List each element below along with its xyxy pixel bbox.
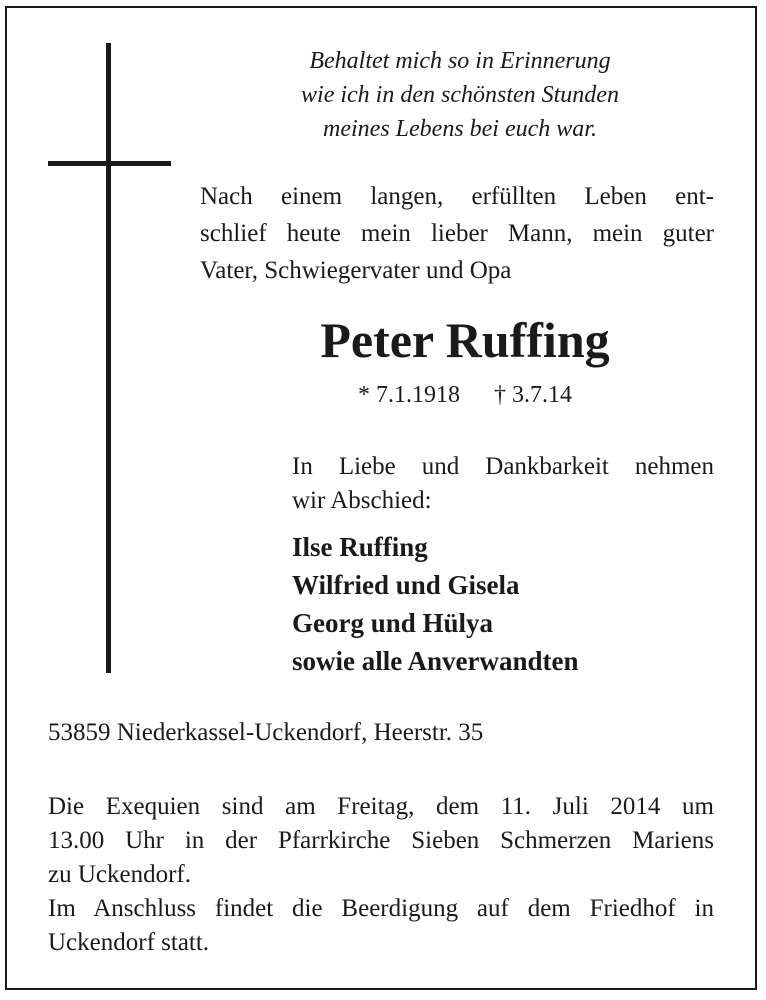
farewell-line: wir Abschied: <box>292 487 432 514</box>
cross-vertical-bar <box>106 43 111 673</box>
life-dates <box>200 378 730 412</box>
death-date: † 3.7.14 <box>494 382 572 408</box>
service-line: 13.00 Uhr in der Pfarrkirche Sieben Schmerzen Mariens <box>48 827 714 854</box>
funeral-service-details <box>48 790 714 960</box>
announcement-line: Vater, Schwiegervater und Opa <box>200 257 512 284</box>
mourner-name: Georg und Hülya <box>292 608 494 638</box>
announcement-line: Nach einem langen, erfüllten Leben ent- <box>200 183 714 210</box>
verse-line: wie ich in den schönsten Stunden <box>301 82 619 108</box>
deceased-name: Peter Ruffing <box>320 312 610 368</box>
service-line: Die Exequien sind am Freitag, dem 11. Juli 2014 um <box>48 793 714 820</box>
cross-horizontal-bar <box>48 161 171 166</box>
farewell-line: In Liebe und Dankbarkeit nehmen <box>292 453 714 480</box>
service-line: zu Uckendorf. <box>48 861 191 888</box>
mourner-name: sowie alle Anverwandten <box>292 646 579 676</box>
announcement-line: schlief heute mein lieber Mann, mein guter <box>200 220 714 247</box>
memorial-verse <box>240 44 680 146</box>
mourners-list <box>292 528 732 680</box>
announcement-text <box>200 178 714 289</box>
farewell-text <box>292 450 714 518</box>
family-address: 53859 Niederkassel-Uckendorf, Heerstr. 35 <box>48 719 484 746</box>
birth-date: * 7.1.1918 <box>358 382 460 408</box>
service-line: Uckendorf statt. <box>48 929 210 956</box>
verse-line: meines Lebens bei euch war. <box>323 116 597 142</box>
mourner-name: Wilfried und Gisela <box>292 570 520 600</box>
mourner-name: Ilse Ruffing <box>292 532 428 562</box>
verse-line: Behaltet mich so in Erinnerung <box>309 48 611 74</box>
service-line: Im Anschluss findet die Beerdigung auf dem Friedhof in <box>48 895 714 922</box>
